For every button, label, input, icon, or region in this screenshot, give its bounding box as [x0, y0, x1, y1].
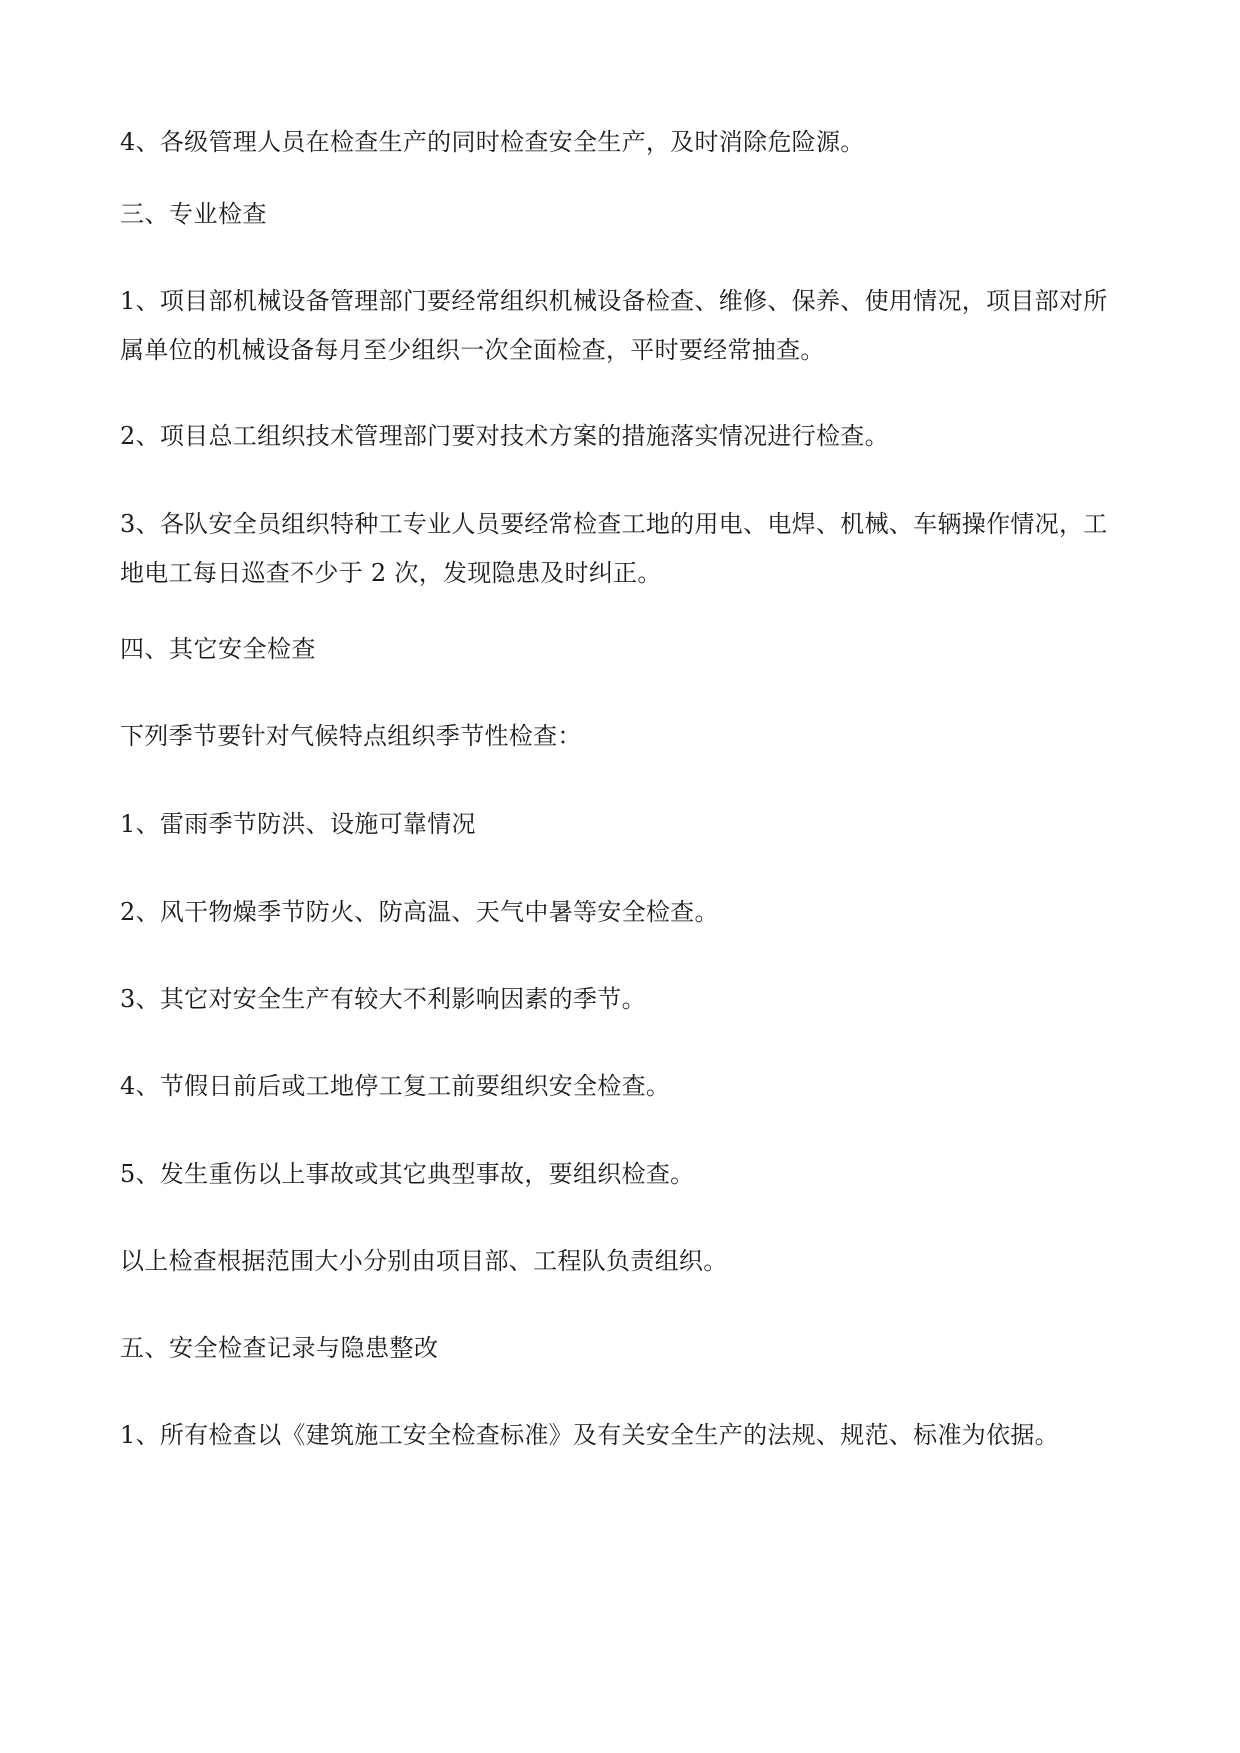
- list-item-dry-season: 2、风干物燥季节防火、防高温、天气中暑等安全检查。: [120, 898, 719, 926]
- paragraph-responsibility: 以上检查根据范围大小分别由项目部、工程队负责组织。: [120, 1247, 728, 1275]
- list-item-thunderstorm-season: 1、雷雨季节防洪、设施可靠情况: [120, 810, 476, 838]
- paragraph-technical-plan-inspection: 2、项目总工组织技术管理部门要对技术方案的措施落实情况进行检查。: [120, 422, 889, 450]
- list-item-holidays: 4、节假日前后或工地停工复工前要组织安全检查。: [120, 1072, 671, 1100]
- section-heading-professional-inspection: 三、专业检查: [120, 200, 267, 228]
- paragraph-item-4-managers: 4、各级管理人员在检查生产的同时检查安全生产，及时消除危险源。: [120, 128, 865, 156]
- section-heading-records-and-rectification: 五、安全检查记录与隐患整改: [120, 1334, 439, 1362]
- list-item-other-seasons: 3、其它对安全生产有较大不利影响因素的季节。: [120, 985, 646, 1013]
- section-heading-other-inspections: 四、其它安全检查: [120, 635, 316, 663]
- paragraph-seasonal-intro: 下列季节要针对气候特点组织季节性检查：: [120, 722, 582, 750]
- paragraph-special-workers-inspection: 3、各队安全员组织特种工专业人员要经常检查工地的用电、电焊、机械、车辆操作情况，工地电工每日巡查不少于 2 次，发现隐患及时纠正。: [120, 510, 1108, 587]
- paragraph-machinery-inspection: 1、项目部机械设备管理部门要经常组织机械设备检查、维修、保养、使用情况，项目部对所属单位的机械设备每月至少组织一次全面检查，平时要经常抽查。: [120, 287, 1108, 364]
- list-item-accidents: 5、发生重伤以上事故或其它典型事故，要组织检查。: [120, 1160, 695, 1188]
- paragraph-inspection-standards: 1、所有检查以《建筑施工安全检查标准》及有关安全生产的法规、规范、标准为依据。: [120, 1421, 1059, 1449]
